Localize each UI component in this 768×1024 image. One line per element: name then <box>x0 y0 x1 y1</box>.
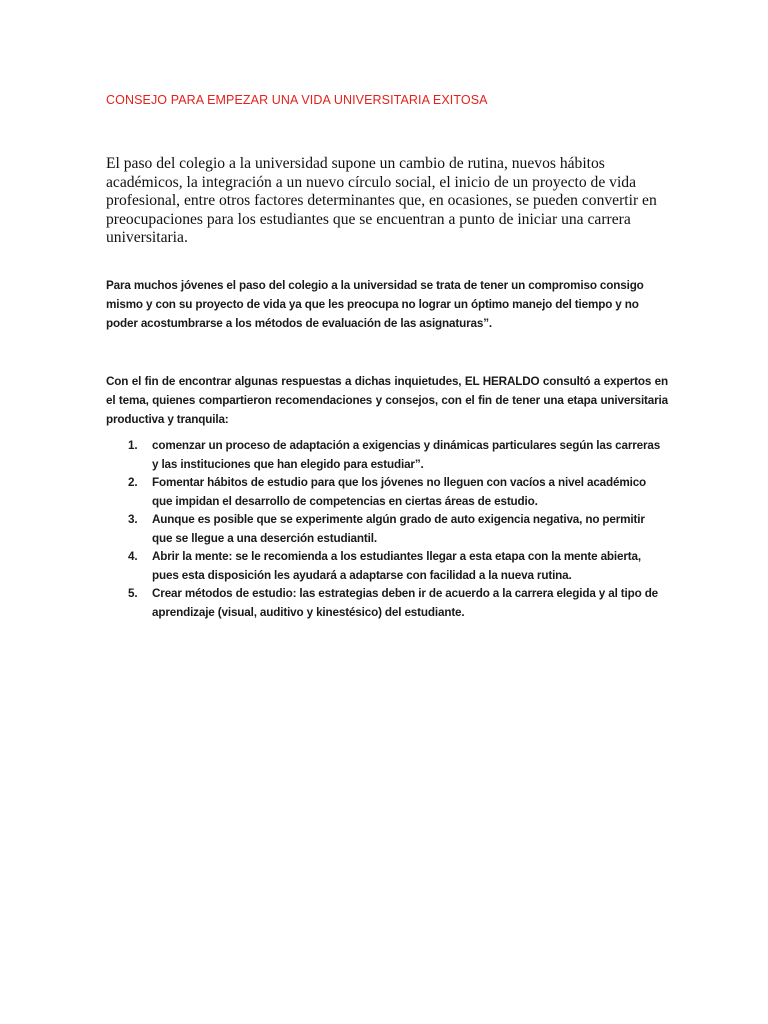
list-item <box>106 474 666 511</box>
advice-list <box>106 437 666 622</box>
list-item-number: 3. <box>128 513 138 526</box>
list-item-number: 1. <box>128 439 138 452</box>
list-item-number: 2. <box>128 476 138 489</box>
list-item <box>106 585 666 622</box>
document-title: CONSEJO PARA EMPEZAR UNA VIDA UNIVERSITARIA EXITOSA <box>106 93 488 107</box>
intro-paragraph: El paso del colegio a la universidad supone un cambio de rutina, nuevos hábitos académicos, la integración a un nuevo círculo social, el inicio de un proyecto de vida profesional, entre otros factores determinantes que, en ocasiones, se pueden convertir en preocupaciones para los estudiantes que se encuentran a punto de iniciar una carrera universitaria. <box>106 155 657 246</box>
list-item-text: Crear métodos de estudio: las estrategias deben ir de acuerdo a la carrera elegida y al tipo de aprendizaje (visual, auditivo y kinestésico) del estudiante. <box>152 587 659 619</box>
list-item <box>106 437 666 474</box>
list-item <box>106 548 666 585</box>
list-item <box>106 511 666 548</box>
list-item-number: 4. <box>128 550 138 563</box>
paragraph-3: Con el fin de encontrar algunas respuestas a dichas inquietudes, EL HERALDO consultó a expertos en el tema, quienes compartieron recomendaciones y consejos, con el fin de tener una etapa universitaria productiva y tranquila: <box>106 375 668 426</box>
list-item-text: comenzar un proceso de adaptación a exigencias y dinámicas particulares según las carreras y las instituciones que han elegido para estudiar”. <box>152 439 661 471</box>
paragraph-2: Para muchos jóvenes el paso del colegio a la universidad se trata de tener un compromiso consigo mismo y con su proyecto de vida ya que les preocupa no lograr un óptimo manejo del tiempo y no poder acostumbrarse a los métodos de evaluación de las asignaturas”. <box>106 279 644 330</box>
list-item-text: Abrir la mente: se le recomienda a los estudiantes llegar a esta etapa con la mente abierta, pues esta disposición les ayudará a adaptarse con facilidad a la nueva rutina. <box>152 550 641 582</box>
list-item-text: Fomentar hábitos de estudio para que los jóvenes no lleguen con vacíos a nivel académico que impidan el desarrollo de competencias en ciertas áreas de estudio. <box>152 476 647 508</box>
list-item-text: Aunque es posible que se experimente algún grado de auto exigencia negativa, no permitir que se llegue a una deserción estudiantil. <box>152 513 645 545</box>
list-item-number: 5. <box>128 587 138 600</box>
